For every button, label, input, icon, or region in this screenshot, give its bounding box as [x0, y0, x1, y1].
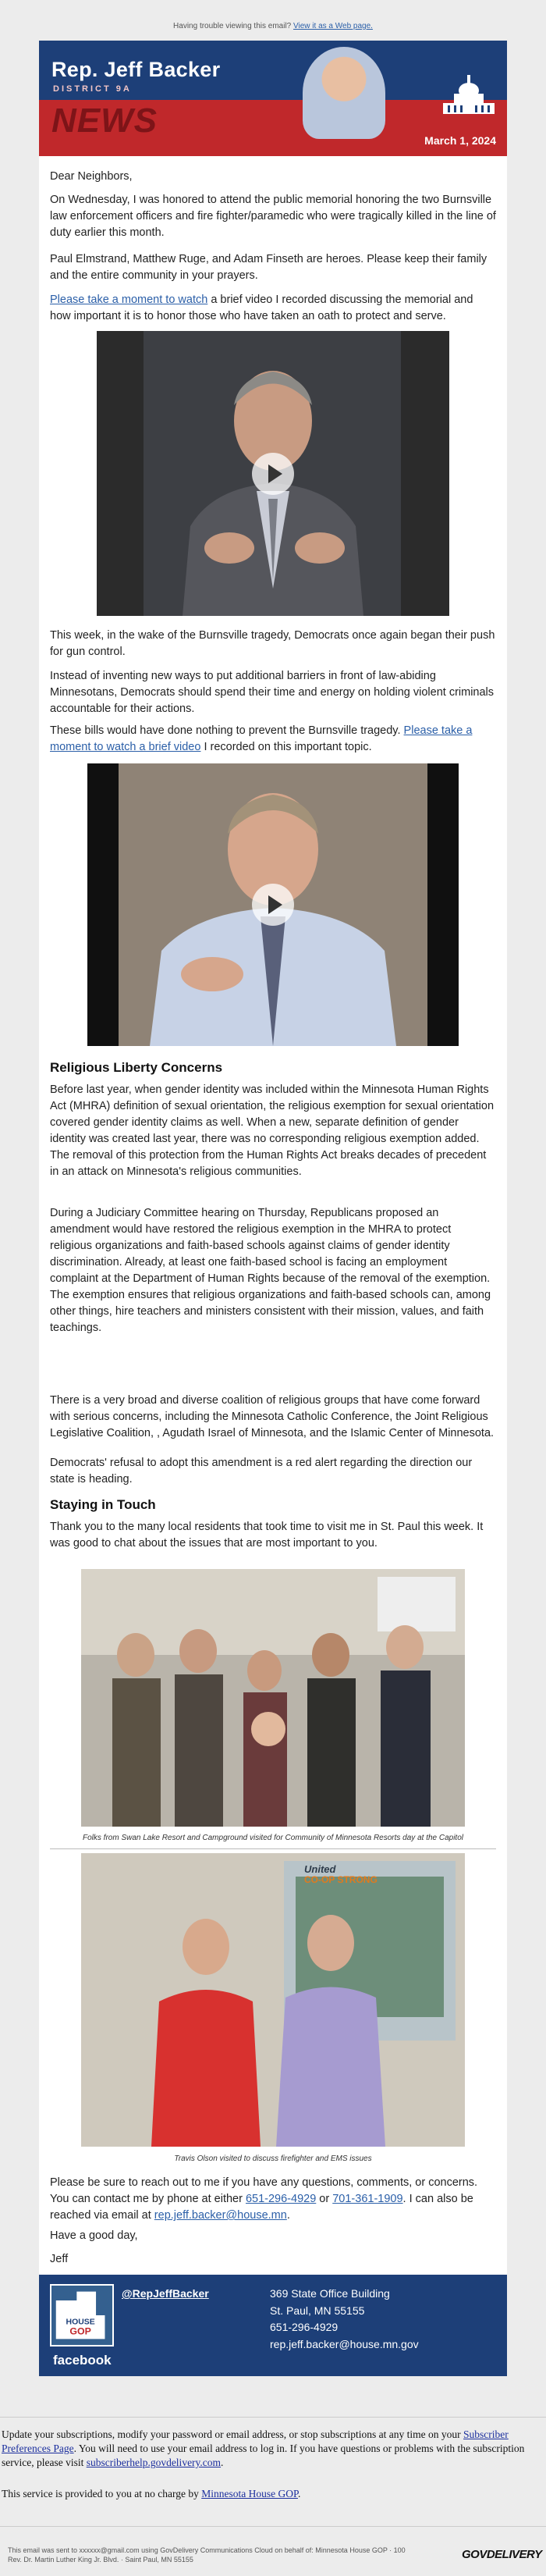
news-title: NEWS — [51, 101, 158, 140]
coop-strong-sign: United CO-OP STRONG — [304, 1863, 378, 1886]
photo-caption-swan-lake: Folks from Swan Lake Resort and Campground visited for Community of Minnesota Resorts day at the Capitol — [83, 1834, 463, 1842]
play-icon[interactable] — [252, 453, 294, 495]
watch-brief-video-link[interactable]: Please take a moment to watch a brief video — [50, 724, 473, 754]
heading-staying-in-touch: Staying in Touch — [50, 1497, 156, 1512]
photo-swan-lake-visitors — [81, 1569, 465, 1827]
paragraph-judiciary: During a Judiciary Committee hearing on Thursday, Republicans proposed an amendment would have restored the religious exemption in the MHRA to protect religious organizations and faith-based schools against claims of gender identity discrimination. Already, at least one faith-based school is facing an employment complaint at the Department of Human Rights because of the removal of the exemption. The exemption ensures that religious organizations and faith-based schools can, among other things, hire teachers and ministers consistent with their mission, values, and faith teachings. — [50, 1207, 491, 1335]
house-gop-logo[interactable] — [50, 2284, 114, 2347]
signature: Jeff — [50, 2253, 69, 2265]
paragraph-coalition: There is a very broad and diverse coalition of religious groups that have come forward with serious concerns, including the Minnesota Catholic Conference, the Joint Religious Legislative Coalition, , Agudath Israel of Minnesota, and the Islamic Center of Minnesota. — [50, 1394, 495, 1440]
paragraph-mhra: Before last year, when gender identity was included within the Minnesota Human Rights Act (MHRA) definition of sexual orientation, the religious exemption for sexual orientation covered gender identity claims as well. When a new, separate definition of gender identity was created last year, there was no corresponding religious exemption added. The removal of this protection from the Human Rights Act breaks decades of precedent in an attack on Minnesota's religious communities. — [50, 1083, 495, 1179]
paragraph-gun-control: This week, in the wake of the Burnsville tragedy, Democrats once again began their push for gun control. — [50, 629, 495, 659]
play-icon[interactable] — [252, 884, 294, 926]
video-memorial[interactable] — [97, 331, 449, 616]
capitol-icon — [438, 72, 499, 119]
house-gop-link[interactable]: Minnesota House GOP — [201, 2488, 298, 2500]
newsletter-banner — [39, 41, 507, 156]
social-handle-link[interactable]: @RepJeffBacker — [122, 2287, 209, 2300]
intro-section — [50, 169, 496, 185]
paragraph-barriers: Instead of inventing new ways to put additional barriers in front of law-abiding Minnesotans, Democrats should spend their time and energy on holding violent criminals accountable for their actions. — [50, 670, 495, 716]
paragraph-visits: Thank you to the many local residents that took time to visit me in St. Paul this week. It was good to chat about the issues that are most important to you. — [50, 1521, 484, 1550]
web-view-notice-text: Having trouble viewing this email? — [173, 22, 292, 30]
district-label: DISTRICT 9A — [53, 84, 132, 94]
paragraph-video-memorial: Please take a moment to watch a brief video I recorded discussing the memorial and how important it is to honor those who have taken an oath to protect and serve. — [50, 294, 473, 323]
photo-caption-travis-olson: Travis Olson visited to discuss firefighter and EMS issues — [174, 2154, 372, 2163]
subscriber-help-link[interactable]: subscriberhelp.govdelivery.com — [86, 2457, 222, 2469]
greeting: Dear Neighbors, — [50, 170, 133, 183]
newsletter-date: March 1, 2024 — [424, 134, 496, 147]
closing: Have a good day, — [50, 2229, 138, 2242]
office-address: 369 State Office Building St. Paul, MN 55155 651-296-4929 rep.jeff.backer@house.mn.gov — [270, 2286, 419, 2354]
photo-travis-olson — [81, 1853, 465, 2147]
divider — [50, 1848, 496, 1849]
paragraph-video-gun: These bills would have done nothing to prevent the Burnsville tragedy. Please take a moment to watch a brief video I recorded on this important topic. — [50, 724, 473, 754]
heading-religious-liberty: Religious Liberty Concerns — [50, 1060, 223, 1075]
email-footer — [39, 2275, 507, 2376]
provided-by-notice: This service is provided to you at no charge by Minnesota House GOP. — [2, 2488, 301, 2500]
representative-name: Rep. Jeff Backer — [51, 58, 221, 81]
sender-info: This email was sent to xxxxxx@gmail.com using GovDelivery Communications Cloud on behalf of: Minnesota House GOP · 100 Rev. Dr. Martin Luther King Jr. Blvd. · Saint Paul, MN 55155 — [8, 2546, 406, 2564]
paragraph-memorial: On Wednesday, I was honored to attend the public memorial honoring the two Burnsville law enforcement officers and fire fighter/paramedic who were tragically killed in the line of duty earlier this month. — [50, 194, 496, 240]
phone-link-2[interactable]: 701-361-1909 — [332, 2193, 403, 2206]
footer-phone: 651-296-4929 — [270, 2321, 339, 2334]
svg-text:GOP: GOP — [69, 2325, 91, 2337]
subscription-notice: Update your subscriptions, modify your password or email address, or stop subscriptions at any time on your Subscriber Preferences Page. You will need to use your email address to log in. If you have questions or problems with the subscription service, please visit subscriberhelp.govdelivery.com. — [2, 2428, 525, 2469]
paragraph-red-alert: Democrats' refusal to adopt this amendment is a red alert regarding the direction our state is heading. — [50, 1457, 473, 1486]
email-link[interactable]: rep.jeff.backer@house.mn — [154, 2209, 287, 2222]
video-gun-control[interactable] — [87, 763, 459, 1046]
representative-portrait — [303, 47, 385, 139]
svg-text:HOUSE: HOUSE — [66, 2318, 95, 2327]
facebook-link[interactable]: facebook — [53, 2353, 112, 2368]
web-view-notice — [0, 22, 546, 30]
paragraph-contact: Please be sure to reach out to me if you have any questions, comments, or concerns. You can contact me by phone at either 651-296-4929 or 701-361-1909. I can also be reached via email at rep.jeff.backer@house.mn. — [50, 2176, 478, 2222]
footer-email: rep.jeff.backer@house.mn.gov — [270, 2338, 419, 2351]
subscriber-preferences-link[interactable]: Subscriber Preferences Page — [2, 2428, 509, 2455]
watch-video-link[interactable]: Please take a moment to watch — [50, 294, 208, 306]
phone-link-1[interactable]: 651-296-4929 — [245, 2193, 317, 2206]
govdelivery-logo: GOVDELIVERY — [462, 2548, 542, 2561]
paragraph-heroes: Paul Elmstrand, Matthew Ruge, and Adam Finseth are heroes. Please keep their family and the entire community in your prayers. — [50, 253, 488, 283]
web-view-link[interactable]: View it as a Web page. — [293, 22, 373, 30]
